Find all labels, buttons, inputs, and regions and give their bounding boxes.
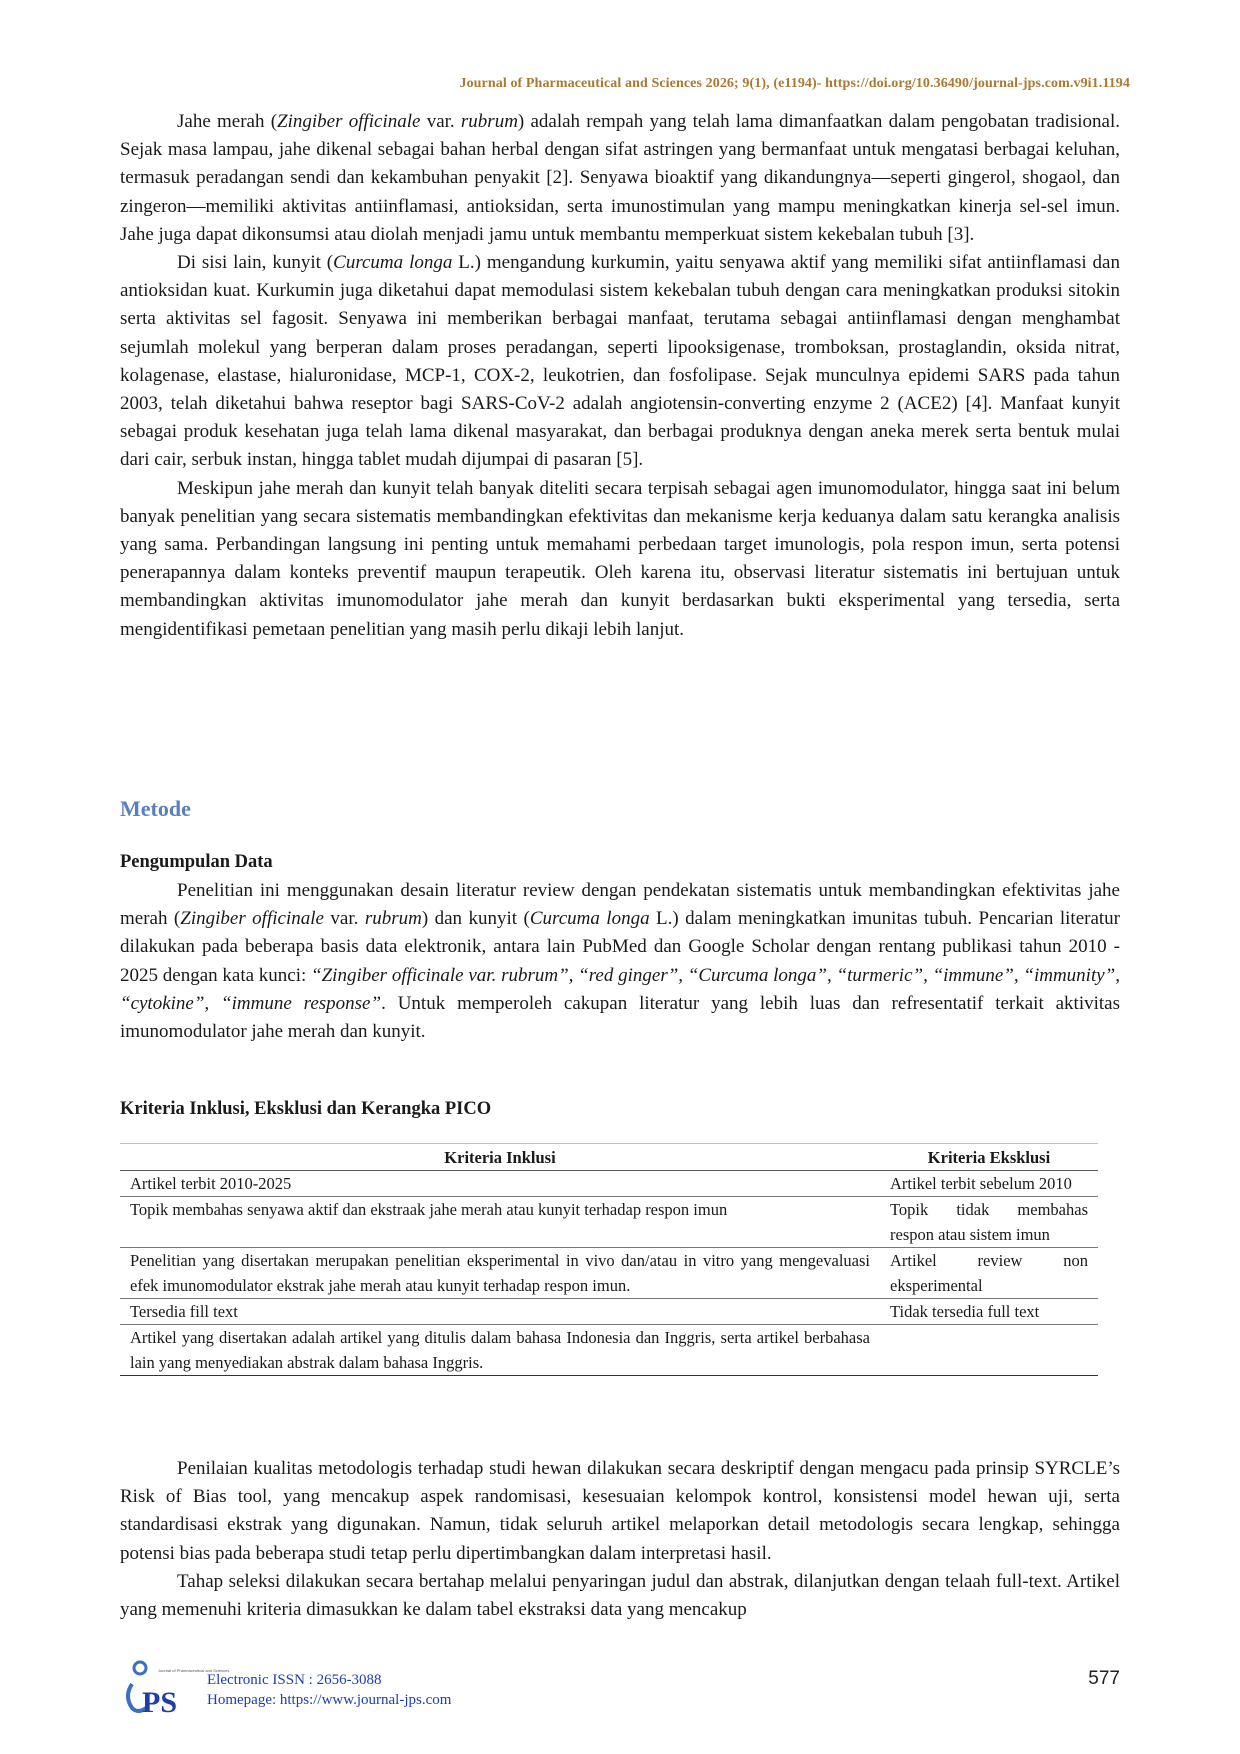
intro-section <box>120 108 1120 644</box>
table-row <box>120 1248 1098 1299</box>
italic-term: Curcuma longa <box>333 252 453 274</box>
data-collection-section <box>120 877 1120 1046</box>
text-run: L.) dalam meningkatkan imunitas tubuh. Pencarian literatur dilakukan pada beberapa basis data elektronik, antara lain PubMed dan Google Scholar dengan rentang publikasi tahun 2010 - 2025 dengan kata kunci: <box>120 908 1120 986</box>
quality-and-selection-section <box>120 1455 1120 1624</box>
text-run: Penilaian kualitas metodologis terhadap studi hewan dilakukan secara deskriptif dengan mengacu pada prinsip SYRCLE’s Risk of Bias tool, yang mencakup aspek randomisasi, kesesuaian kelompok kontrol, konsistensi model hewan uji, serta standardisasi ekstrak yang digunakan. Namun, tidak seluruh artikel melaporkan detail metodologis secara lengkap, sehingga potensi bias pada beberapa studi tetap perlu dipertimbangkan dalam interpretasi hasil. <box>120 1458 1120 1564</box>
paragraph-selection-stage <box>120 1568 1120 1624</box>
italic-term: “Zingiber officinale var. rubrum”, “red ginger”, “Curcuma longa”, “turmeric”, “immune”, “immunity”, “cytokine”, “immune response” <box>120 964 1120 1014</box>
text-run: Jahe merah ( <box>177 111 278 132</box>
section-title-metode: Metode <box>120 796 191 821</box>
logo-caption: Journal of Pharmaceutical and Sciences <box>158 1668 230 1673</box>
criteria-table-body <box>120 1171 1098 1376</box>
paragraph-comparison-rationale <box>120 475 1120 644</box>
text-run: ) dan kunyit ( <box>421 908 530 930</box>
exclusion-cell: Tidak tersedia full text <box>880 1299 1098 1325</box>
column-header-inclusion: Kriteria Inklusi <box>120 1144 880 1171</box>
footer-issn: Electronic ISSN : 2656-3088 <box>207 1672 382 1688</box>
footer-homepage-link[interactable]: Homepage: https://www.journal-jps.com <box>207 1692 452 1708</box>
italic-term: rubrum <box>460 111 518 132</box>
table-row <box>120 1325 1098 1376</box>
criteria-table-header-row <box>120 1144 1098 1171</box>
page-number: 577 <box>1088 1668 1120 1689</box>
inclusion-cell: Tersedia fill text <box>120 1299 880 1325</box>
text-run: Tahap seleksi dilakukan secara bertahap melalui penyaringan judul dan abstrak, dilanjutkan dengan telaah full-text. Artikel yang memenuhi kriteria dimasukkan ke dalam tabel ekstraksi data yang mencakup <box>120 1570 1120 1621</box>
italic-term: Curcuma longa <box>529 908 650 930</box>
italic-term: rubrum <box>364 908 422 930</box>
paragraph-red-ginger <box>120 108 1120 249</box>
journal-logo <box>120 1650 230 1719</box>
logo-ring-icon <box>134 1662 146 1674</box>
logo-text: PS <box>142 1686 178 1719</box>
inclusion-cell: Penelitian yang disertakan merupakan penelitian eksperimental in vivo dan/atau in vitro yang mengevaluasi efek imunomodulator ekstrak jahe merah atau kunyit terhadap respon imun. <box>120 1248 880 1299</box>
text-run: L.) mengandung kurkumin, yaitu senyawa aktif yang memiliki sifat antiinflamasi dan antioksidan kuat. Kurkumin juga diketahui dapat memodulasi sistem kekebalan tubuh dengan cara meningkatkan produksi sitokin serta aktivitas sel fagosit. Senyawa ini memberikan berbagai manfaat, terutama sebagai antiinflamasi dengan menghambat sejumlah molekul yang berperan dalam proses peradangan, seperti lipooksigenase, tromboksan, prostaglandin, oksida nitrat, kolagenase, elastase, hialuronidase, MCP-1, COX-2, leukotrien, dan fosfolipase. Sejak munculnya epidemi SARS pada tahun 2003, telah diketahui bahwa reseptor bagi SARS-CoV-2 adalah angiotensin-converting enzyme 2 (ACE2) [4]. Manfaat kunyit sebagai produk kesehatan juga telah lama dikenal masyarakat, dan berbagai produknya dengan aneka merek serta bentuk mulai dari cair, serbuk instan, hingga tablet mudah dijumpai di pasaran [5]. <box>120 252 1120 471</box>
italic-term: Zingiber officinale <box>277 111 421 132</box>
table-row <box>120 1299 1098 1325</box>
criteria-table <box>120 1143 1098 1376</box>
subsection-title-criteria: Kriteria Inklusi, Eksklusi dan Kerangka PICO <box>120 1099 492 1119</box>
subsection-title-data-collection: Pengumpulan Data <box>120 852 273 872</box>
column-header-exclusion: Kriteria Eksklusi <box>880 1144 1098 1171</box>
running-header: Journal of Pharmaceutical and Sciences 2026; 9(1), (e1194)- https://doi.org/10.36490/journal-jps.com.v9i1.1194 <box>459 76 1130 91</box>
text-run: var. <box>420 111 461 132</box>
exclusion-cell: Topik tidak membahas respon atau sistem imun <box>880 1197 1098 1248</box>
inclusion-cell: Artikel terbit 2010-2025 <box>120 1171 880 1197</box>
footer-info <box>207 1670 451 1710</box>
text-run: Penelitian ini menggunakan desain literatur review dengan pendekatan sistematis untuk membandingkan efektivitas jahe merah ( <box>120 880 1120 930</box>
text-run: Meskipun jahe merah dan kunyit telah banyak diteliti secara terpisah sebagai agen imunomodulator, hingga saat ini belum banyak penelitian yang secara sistematis membandingkan efektivitas dan mekanisme kerja keduanya dalam satu kerangka analisis yang sama. Perbandingan langsung ini penting untuk memahami perbedaan target imunologis, pola respon imun, serta potensi penerapannya dalam konteks preventif maupun terapeutik. Oleh karena itu, observasi literatur sistematis ini bertujuan untuk membandingkan aktivitas imunomodulator jahe merah dan kunyit berdasarkan bukti eksperimental yang tersedia, serta mengidentifikasi pemetaan penelitian yang masih perlu dikaji lebih lanjut. <box>120 477 1120 640</box>
inclusion-cell: Artikel yang disertakan adalah artikel yang ditulis dalam bahasa Indonesia dan Inggris, serta artikel berbahasa lain yang menyediakan abstrak dalam bahasa Inggris. <box>120 1325 880 1376</box>
text-run: . Untuk memperoleh cakupan literatur yang lebih luas dan refresentatif terkait aktivitas imunomodulator jahe merah dan kunyit. <box>120 992 1120 1043</box>
text-run: var. <box>323 908 365 930</box>
inclusion-cell: Topik membahas senyawa aktif dan ekstraak jahe merah atau kunyit terhadap respon imun <box>120 1197 880 1248</box>
exclusion-cell: Artikel review non eksperimental <box>880 1248 1098 1299</box>
table-row <box>120 1171 1098 1197</box>
paragraph-turmeric <box>120 249 1120 475</box>
italic-term: Zingiber officinale <box>180 908 324 930</box>
text-run: Di sisi lain, kunyit ( <box>177 252 334 274</box>
exclusion-cell <box>880 1325 1098 1376</box>
exclusion-cell: Artikel terbit sebelum 2010 <box>880 1171 1098 1197</box>
text-run: ) adalah rempah yang telah lama dimanfaatkan dalam pengobatan tradisional. Sejak masa lampau, jahe dikenal sebagai bahan herbal dengan sifat astringen yang bermanfaat untuk mengatasi berbagai keluhan, termasuk peradangan sendi dan kekambuhan penyakit [2]. Senyawa bioaktif yang dikandungnya—seperti gingerol, shogaol, dan zingeron—memiliki aktivitas antiinflamasi, antioksidan, serta imunostimulan yang mampu meningkatkan kinerja sel-sel imun. Jahe juga dapat dikonsumsi atau diolah menjadi jamu untuk membantu memperkuat sistem kekebalan tubuh [3]. <box>120 111 1120 245</box>
paragraph-risk-of-bias <box>120 1455 1120 1568</box>
paragraph-search-strategy <box>120 877 1120 1046</box>
table-row <box>120 1197 1098 1248</box>
